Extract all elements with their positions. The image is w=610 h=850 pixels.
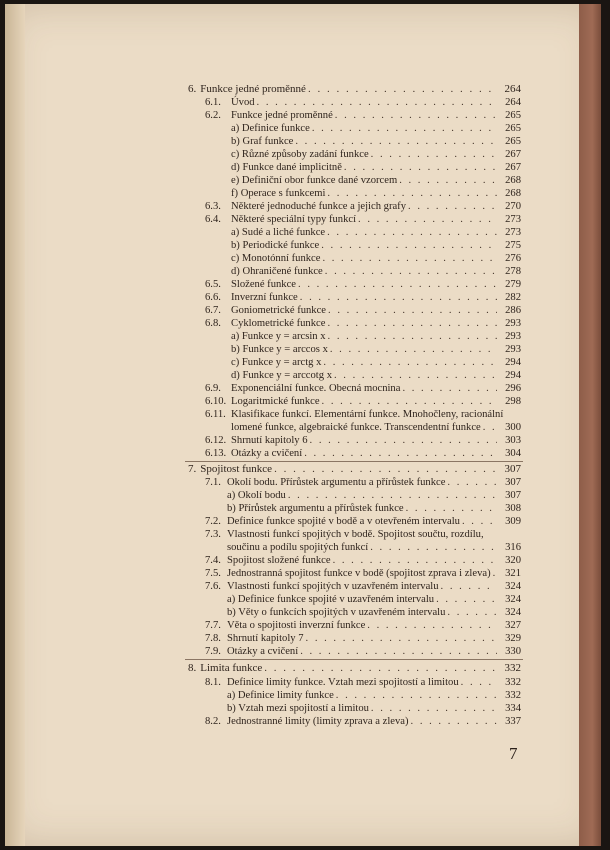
chapter-divider	[185, 659, 523, 660]
toc-page: 320	[505, 555, 521, 566]
toc-page: 307	[504, 463, 521, 475]
toc-section	[205, 447, 521, 460]
page-gutter	[5, 4, 25, 846]
toc-number: 8.1.	[205, 677, 221, 688]
toc-subsection	[231, 174, 521, 187]
toc-number: 7.6.	[205, 581, 221, 592]
toc-section	[205, 567, 521, 580]
toc-subsection	[227, 689, 521, 702]
toc-subsection	[227, 702, 521, 715]
toc-subsection	[231, 252, 521, 265]
toc-number: 7.	[188, 463, 197, 475]
toc-section	[205, 96, 521, 109]
book-cover-edge	[579, 4, 601, 846]
toc-title: Otázky a cvičení	[227, 646, 299, 657]
toc-subsection	[227, 593, 521, 606]
toc-section	[205, 676, 521, 689]
toc-page: 265	[505, 110, 521, 121]
toc-page: 327	[505, 620, 521, 631]
toc-number: 8.	[188, 662, 197, 674]
page-number: 7	[509, 744, 518, 763]
toc-section	[205, 278, 521, 291]
toc-title: a) Definice limity funkce	[227, 690, 334, 701]
toc-page: 267	[505, 149, 521, 160]
toc-section	[205, 213, 521, 226]
toc-section	[205, 434, 521, 447]
toc-title: Složené funkce	[231, 279, 297, 290]
toc-page: 332	[504, 662, 521, 674]
toc-page: 334	[505, 703, 521, 714]
toc-title: Inverzní funkce	[231, 292, 298, 303]
toc-page: 300	[505, 422, 521, 433]
toc-page: 321	[505, 568, 521, 579]
toc-page: 307	[505, 477, 521, 488]
toc-page: 324	[505, 594, 521, 605]
toc-title: b) Věty o funkcích spojitých v uzavřeném intervalu	[227, 607, 446, 618]
toc-section	[205, 476, 521, 489]
toc-section	[205, 109, 521, 122]
toc-section	[205, 515, 521, 528]
book-page	[5, 4, 601, 846]
toc-subsection	[231, 356, 521, 369]
toc-title: a) Definice funkce spojité v uzavřeném intervalu	[227, 594, 435, 605]
toc-number: 6.8.	[205, 318, 221, 329]
toc-number: 6.10.	[205, 396, 227, 407]
toc-page: 316	[505, 542, 521, 553]
toc-page: 276	[505, 253, 521, 264]
toc-title: a) Sudé a liché funkce	[231, 227, 326, 238]
toc-section-continuation	[231, 421, 521, 434]
toc-title: Funkce jedné proměnné	[200, 83, 306, 95]
toc-title: b) Funkce y = arccos x	[231, 344, 328, 355]
toc-page: 293	[505, 331, 521, 342]
toc-title: Věta o spojitosti inverzní funkce	[227, 620, 366, 631]
toc-page: 304	[505, 448, 521, 459]
toc-page: 309	[505, 516, 521, 527]
toc-title: Jednostranná spojitost funkce v bodě (spojitost zprava i zleva)	[227, 568, 491, 579]
toc-title: Spojitost složené funkce	[227, 555, 331, 566]
toc-section	[205, 715, 521, 728]
toc-title: Funkce jedné proměnné	[231, 110, 333, 121]
toc-number: 6.12.	[205, 435, 227, 446]
toc-title: Klasifikace funkcí. Elementární funkce. Mnohočleny, racionální	[231, 409, 504, 420]
toc-page: 267	[505, 162, 521, 173]
toc-title: b) Graf funkce	[231, 136, 294, 147]
toc-page: 329	[505, 633, 521, 644]
toc-title: Úvod	[231, 97, 255, 108]
toc-page: 298	[505, 396, 521, 407]
toc-chapter-7	[188, 463, 521, 476]
toc-title: a) Funkce y = arcsin x	[231, 331, 326, 342]
toc-title: b) Periodické funkce	[231, 240, 320, 251]
toc-title: Vlastnosti funkcí spojitých v uzavřeném intervalu	[227, 581, 439, 592]
toc-page: 279	[505, 279, 521, 290]
toc-page: 268	[505, 188, 521, 199]
toc-number: 6.5.	[205, 279, 221, 290]
toc-page: 273	[505, 214, 521, 225]
toc-number: 6.7.	[205, 305, 221, 316]
toc-title: lomené funkce, algebraické funkce. Transcendentní funkce	[231, 422, 481, 433]
toc-section	[205, 528, 484, 541]
toc-section	[205, 291, 521, 304]
toc-section	[205, 554, 521, 567]
toc-section	[205, 304, 521, 317]
toc-section	[205, 200, 521, 213]
toc-title: Spojitost funkce	[200, 463, 273, 475]
toc-title: b) Přírůstek argumentu a přírůstek funkce	[227, 503, 404, 514]
toc-title: a) Definice funkce	[231, 123, 310, 134]
toc-section	[205, 619, 521, 632]
toc-title: Limita funkce	[200, 662, 263, 674]
toc-number: 6.4.	[205, 214, 221, 225]
toc-page: 332	[505, 690, 521, 701]
toc-page: 275	[505, 240, 521, 251]
toc-number: 7.3.	[205, 529, 221, 540]
toc-subsection	[231, 330, 521, 343]
toc-title: a) Okolí bodu	[227, 490, 286, 501]
toc-section	[205, 580, 521, 593]
toc-title: Definice limity funkce. Vztah mezi spojitostí a limitou	[227, 677, 459, 688]
toc-page: 264	[505, 97, 521, 108]
toc-page: 294	[505, 357, 521, 368]
toc-number: 6.13.	[205, 448, 227, 459]
toc-subsection	[231, 187, 521, 200]
toc-title: c) Monotónní funkce	[231, 253, 321, 264]
toc-subsection	[231, 135, 521, 148]
toc-subsection	[231, 226, 521, 239]
toc-subsection	[231, 239, 521, 252]
toc-subsection	[231, 343, 521, 356]
toc-title: d) Funkce dané implicitně	[231, 162, 342, 173]
toc-subsection	[231, 369, 521, 382]
toc-page: 308	[505, 503, 521, 514]
toc-page: 307	[505, 490, 521, 501]
toc-title: d) Ohraničené funkce	[231, 266, 323, 277]
toc-number: 6.11.	[205, 409, 226, 420]
toc-page: 265	[505, 123, 521, 134]
toc-number: 6.6.	[205, 292, 221, 303]
toc-subsection	[231, 148, 521, 161]
toc-title: d) Funkce y = arccotg x	[231, 370, 332, 381]
toc-subsection	[231, 122, 521, 135]
toc-title: Definice funkce spojité v bodě a v otevřeném intervalu	[227, 516, 460, 527]
toc-title: e) Definiční obor funkce dané vzorcem	[231, 175, 398, 186]
toc-title: c) Různé způsoby zadání funkce	[231, 149, 369, 160]
toc-number: 7.8.	[205, 633, 221, 644]
toc-number: 6.3.	[205, 201, 221, 212]
toc-title: Cyklometrické funkce	[231, 318, 326, 329]
toc-number: 6.	[188, 83, 197, 95]
toc-subsection	[231, 161, 521, 174]
toc-title: Exponenciální funkce. Obecná mocnina	[231, 383, 401, 394]
chapter-divider	[185, 461, 523, 462]
toc-page: 296	[505, 383, 521, 394]
toc-page: 286	[505, 305, 521, 316]
toc-number: 6.2.	[205, 110, 221, 121]
toc-title: Otázky a cvičení	[231, 448, 303, 459]
toc-title: f) Operace s funkcemi	[231, 188, 326, 199]
toc-section	[205, 382, 521, 395]
toc-subsection	[227, 502, 521, 515]
toc-number: 7.4.	[205, 555, 221, 566]
toc-title: Goniometrické funkce	[231, 305, 327, 316]
toc-title: Některé speciální typy funkcí	[231, 214, 357, 225]
toc-number: 6.1.	[205, 97, 221, 108]
toc-title: Vlastnosti funkcí spojitých v bodě. Spojitost součtu, rozdílu,	[227, 529, 484, 540]
toc-title: Shrnutí kapitoly 6	[231, 435, 308, 446]
toc-title: c) Funkce y = arctg x	[231, 357, 322, 368]
toc-section	[205, 408, 503, 421]
toc-page: 303	[505, 435, 521, 446]
toc-subsection	[227, 489, 521, 502]
toc-section	[205, 632, 521, 645]
toc-section	[205, 395, 521, 408]
toc-chapter-8	[188, 662, 521, 675]
toc-page: 337	[505, 716, 521, 727]
toc-title: Logaritmické funkce	[231, 396, 320, 407]
toc-number: 6.9.	[205, 383, 221, 394]
toc-page: 273	[505, 227, 521, 238]
toc-page: 264	[504, 83, 521, 95]
toc-title: b) Vztah mezi spojitostí a limitou	[227, 703, 369, 714]
toc-title: Některé jednoduché funkce a jejich grafy	[231, 201, 407, 212]
toc-number: 7.1.	[205, 477, 221, 488]
toc-subsection	[231, 265, 521, 278]
toc-section	[205, 645, 521, 658]
toc-title: Shrnutí kapitoly 7	[227, 633, 304, 644]
toc-page: 282	[505, 292, 521, 303]
toc-page: 332	[505, 677, 521, 688]
toc-number: 7.5.	[205, 568, 221, 579]
toc-page: 324	[505, 581, 521, 592]
toc-number: 8.2.	[205, 716, 221, 727]
toc-subsection	[227, 606, 521, 619]
toc-section-continuation	[227, 541, 521, 554]
toc-page: 293	[505, 318, 521, 329]
toc-page: 330	[505, 646, 521, 657]
toc-page: 294	[505, 370, 521, 381]
toc-page: 293	[505, 344, 521, 355]
toc-page: 324	[505, 607, 521, 618]
toc-title: Okolí bodu. Přírůstek argumentu a přírůstek funkce	[227, 477, 446, 488]
toc-page: 265	[505, 136, 521, 147]
toc-page: 268	[505, 175, 521, 186]
toc-number: 7.9.	[205, 646, 221, 657]
toc-title: součinu a podílu spojitých funkcí	[227, 542, 369, 553]
toc-chapter-6	[188, 83, 521, 96]
toc-number: 7.7.	[205, 620, 221, 631]
toc-page: 278	[505, 266, 521, 277]
toc-number: 7.2.	[205, 516, 221, 527]
toc-section	[205, 317, 521, 330]
toc-title: Jednostranné limity (limity zprava a zleva)	[227, 716, 409, 727]
toc-page: 270	[505, 201, 521, 212]
